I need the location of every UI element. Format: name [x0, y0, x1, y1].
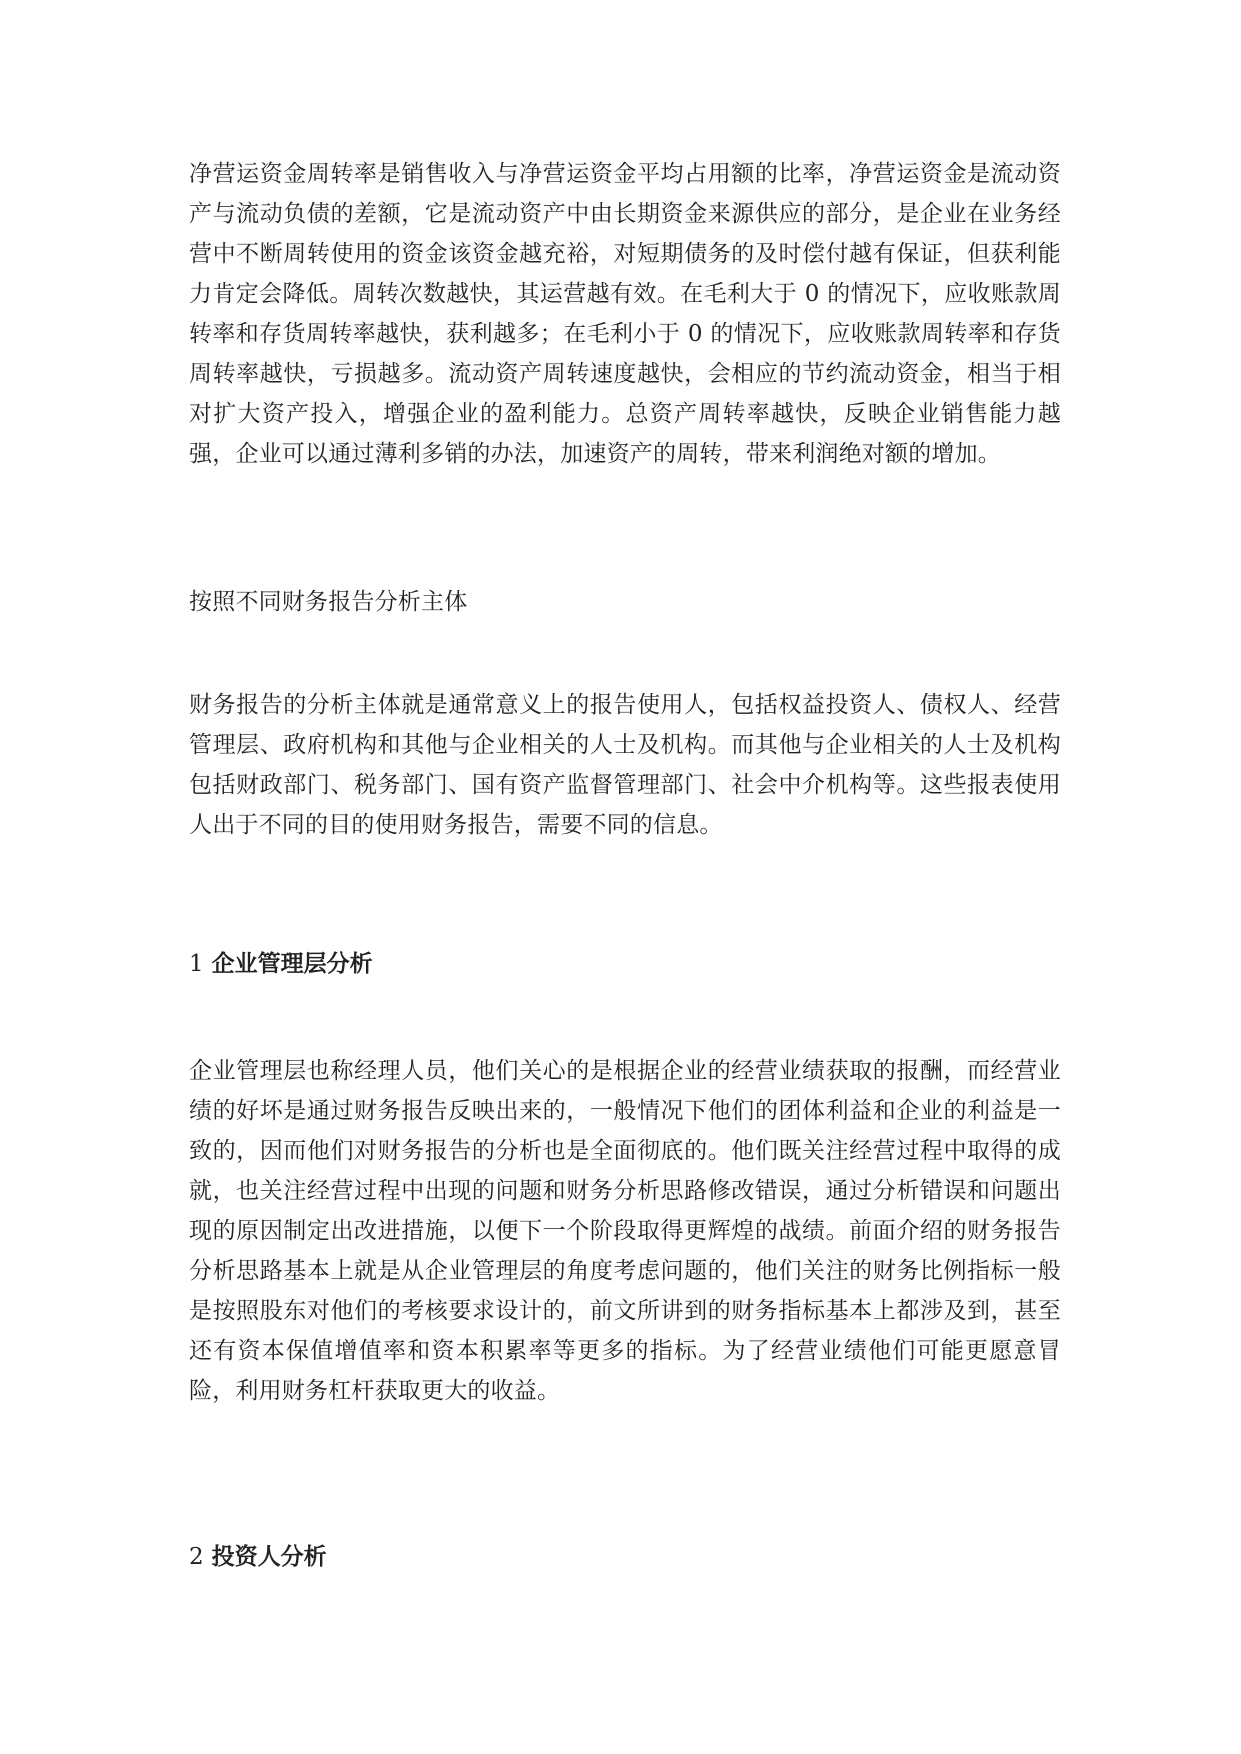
paragraph-report-users: 财务报告的分析主体就是通常意义上的报告使用人，包括权益投资人、债权人、经营管理层、政府机构和其他与企业相关的人士及机构。而其他与企业相关的人士及机构包括财政部门、税务部门、国有资产监督管理部门、社会中介机构等。这些报表使用人出于不同的目的使用财务报告，需要不同的信息。 [189, 692, 1061, 838]
heading-text: 企业管理层分析 [211, 950, 373, 977]
paragraph-management-analysis: 企业管理层也称经理人员，他们关心的是根据企业的经营业绩获取的报酬，而经营业绩的好坏是通过财务报告反映出来的，一般情况下他们的团体利益和企业的利益是一致的，因而他们对财务报告的分析也是全面彻底的。他们既关注经营过程中取得的成就，也关注经营过程中出现的问题和财务分析思路修改错误，通过分析错误和问题出现的原因制定出改进措施，以便下一个阶段取得更辉煌的战绩。前面介绍的财务报告分析思路基本上就是从企业管理层的角度考虑问题的，他们关注的财务比例指标一般是按照股东对他们的考核要求设计的，前文所讲到的财务指标基本上都涉及到，甚至还有资本保值增值率和资本积累率等更多的指标。为了经营业绩他们可能更愿意冒险，利用财务杠杆获取更大的收益。 [189, 1058, 1061, 1404]
heading-number: 2 [189, 1544, 204, 1570]
section-heading-investor [189, 1537, 1061, 1577]
section-heading-management [189, 944, 1061, 984]
heading-number: 1 [189, 951, 204, 977]
heading-text: 投资人分析 [211, 1543, 327, 1570]
paragraph-analysis-subject-intro: 按照不同财务报告分析主体 [189, 589, 468, 615]
paragraph-turnover-ratio: 净营运资金周转率是销售收入与净营运资金平均占用额的比率，净营运资金是流动资产与流动负债的差额，它是流动资产中由长期资金来源供应的部分，是企业在业务经营中不断周转使用的资金该资金越充裕，对短期债务的及时偿付越有保证，但获利能力肯定会降低。周转次数越快，其运营越有效。在毛利大于 0 的情况下，应收账款周转率和存货周转率越快，获利越多；在毛利小于 0 的情况下，应收账款周转率和存货周转率越快，亏损越多。流动资产周转速度越快，会相应的节约流动资金，相当于相对扩大资产投入，增强企业的盈利能力。总资产周转率越快，反映企业销售能力越强，企业可以通过薄利多销的办法，加速资产的周转，带来利润绝对额的增加。 [189, 161, 1061, 467]
